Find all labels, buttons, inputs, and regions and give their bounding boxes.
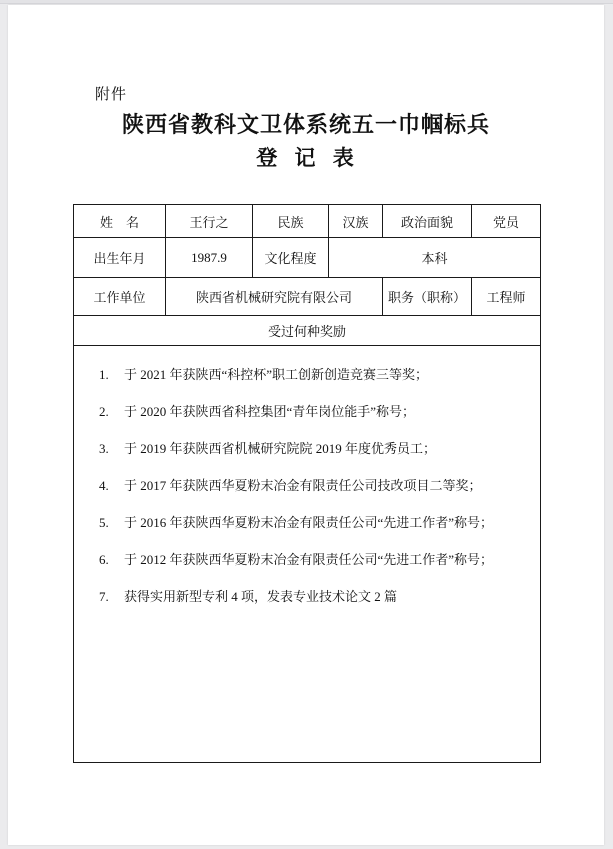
award-number: 1.	[99, 367, 109, 382]
birth-date-value-cell: 1987.9	[166, 238, 253, 278]
award-text: 于 2021 年获陕西“科控杯”职工创新创造竞赛三等奖；	[124, 367, 429, 382]
education-label-cell: 文化程度	[253, 238, 329, 278]
table-row	[74, 205, 541, 238]
table-row	[74, 238, 541, 278]
position-value-cell: 工程师	[472, 278, 541, 316]
award-text: 于 2012 年获陕西华夏粉末冶金有限责任公司“先进工作者”称号；	[124, 552, 494, 567]
award-number: 5.	[99, 515, 109, 530]
award-item	[99, 516, 530, 530]
award-item	[99, 479, 530, 493]
document-subtitle: 登 记 表	[256, 146, 356, 170]
award-number: 7.	[99, 589, 109, 604]
education-value-cell: 本科	[329, 238, 541, 278]
award-item	[99, 368, 530, 382]
award-item	[99, 553, 530, 567]
award-item	[99, 590, 530, 604]
employer-value-cell: 陕西省机械研究院有限公司	[166, 278, 383, 316]
birth-date-label-cell: 出生年月	[74, 238, 166, 278]
table-row	[74, 278, 541, 316]
award-item	[99, 405, 530, 419]
document-title: 陕西省教科文卫体系统五一巾帼标兵	[121, 112, 490, 137]
registration-table	[73, 204, 541, 763]
awards-list	[74, 346, 540, 604]
award-number: 6.	[99, 552, 109, 567]
award-number: 3.	[99, 441, 109, 456]
political-status-value-cell: 党员	[472, 205, 541, 238]
employer-label-cell: 工作单位	[74, 278, 166, 316]
attachment-label: 附件	[95, 87, 128, 103]
viewer-top-shade	[0, 0, 613, 4]
name-value-cell: 王行之	[166, 205, 253, 238]
award-item	[99, 442, 530, 456]
ethnicity-label-cell: 民族	[253, 205, 329, 238]
political-status-label-cell: 政治面貌	[383, 205, 472, 238]
table-row	[74, 346, 541, 763]
position-label-cell: 职务（职称）	[383, 278, 472, 316]
awards-content-cell	[74, 346, 541, 763]
award-number: 4.	[99, 478, 109, 493]
award-text: 于 2016 年获陕西华夏粉末冶金有限责任公司“先进工作者”称号；	[124, 515, 494, 530]
table-row	[74, 316, 541, 346]
award-text: 于 2019 年获陕西省机械研究院院 2019 年度优秀员工；	[124, 441, 437, 456]
name-label-cell: 姓 名	[74, 205, 166, 238]
document-page	[8, 5, 604, 845]
award-number: 2.	[99, 404, 109, 419]
award-text: 于 2020 年获陕西省科控集团“青年岗位能手”称号；	[124, 404, 416, 419]
award-text: 获得实用新型专利 4 项，发表专业技术论文 2 篇	[124, 589, 398, 604]
ethnicity-value-cell: 汉族	[329, 205, 383, 238]
award-text: 于 2017 年获陕西华夏粉末冶金有限责任公司技改项目二等奖；	[124, 478, 482, 493]
awards-section-header-cell: 受过何种奖励	[74, 316, 541, 346]
